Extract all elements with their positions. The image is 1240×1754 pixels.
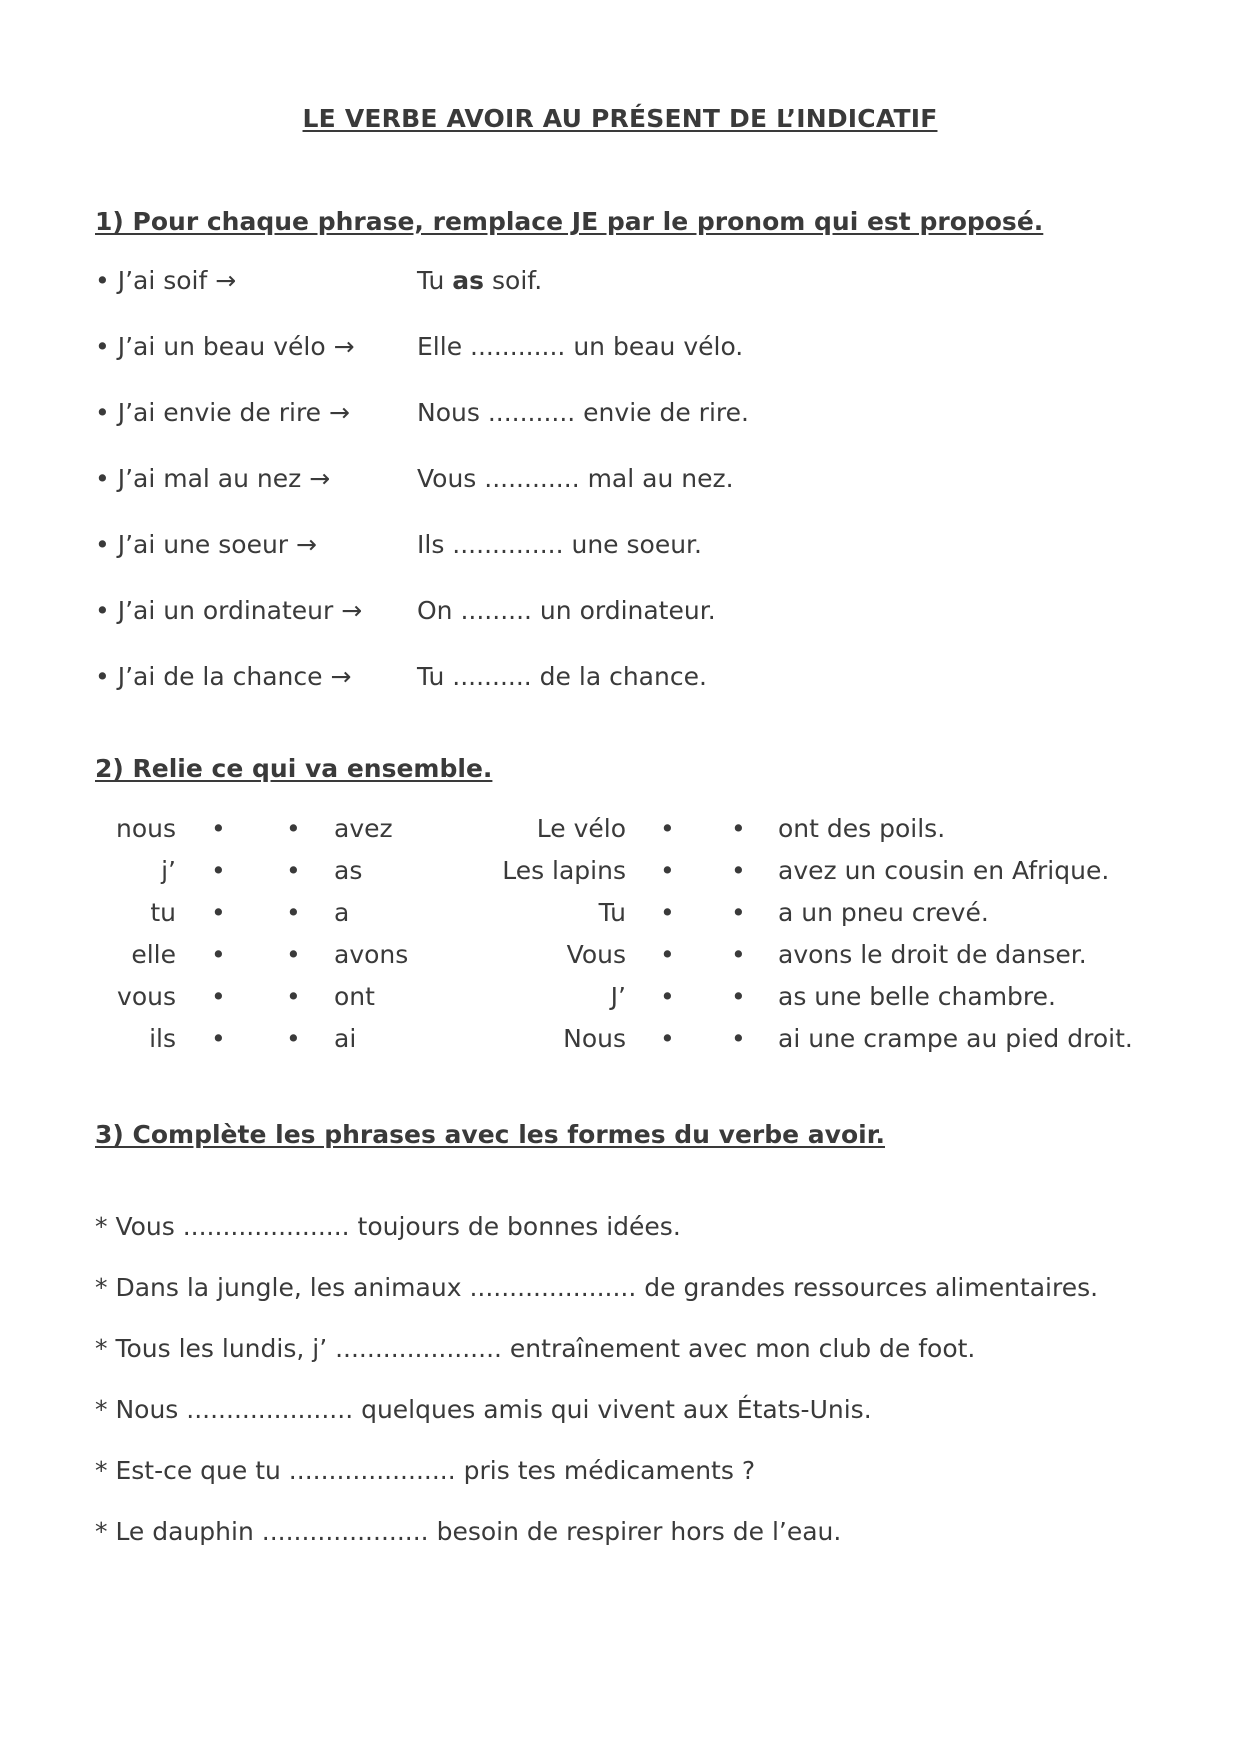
ending-item: ai une crampe au pied droit. [778, 1024, 1133, 1053]
ending-item: avez un cousin en Afrique. [778, 856, 1110, 885]
transformed-sentence: Ils .............. une soeur. [417, 530, 702, 559]
match-bullet[interactable]: • [286, 982, 301, 1011]
pronoun-item: vous [117, 982, 176, 1011]
subject-item: Les lapins [502, 856, 626, 885]
pronoun-item: nous [115, 814, 176, 843]
original-sentence: • J’ai soif → [95, 266, 237, 295]
match-bullet[interactable]: • [286, 898, 301, 927]
transformed-sentence: Nous ........... envie de rire. [417, 398, 749, 427]
ending-item: avons le droit de danser. [778, 940, 1087, 969]
match-bullet[interactable]: • [286, 940, 301, 969]
match-bullet[interactable]: • [731, 898, 746, 927]
ending-item: ont des poils. [778, 814, 946, 843]
fill-in-sentence: * Tous les lundis, j’ ..................... entraînement avec mon club de foot. [95, 1334, 976, 1363]
transformed-sentence: Vous ............ mal au nez. [417, 464, 734, 493]
pronoun-item: ils [149, 1024, 176, 1053]
match-bullet[interactable]: • [211, 940, 226, 969]
verb-form-item: as [334, 856, 363, 885]
pronoun-item: elle [131, 940, 176, 969]
example-answer: as [452, 266, 485, 295]
fill-in-sentence: * Est-ce que tu ..................... pris tes médicaments ? [95, 1456, 756, 1485]
verb-form-item: avez [334, 814, 393, 843]
subject-item: Nous [563, 1024, 626, 1053]
match-bullet[interactable]: • [731, 1024, 746, 1053]
match-bullet[interactable]: • [731, 940, 746, 969]
match-bullet[interactable]: • [660, 898, 675, 927]
fill-in-sentence: * Vous ..................... toujours de bonnes idées. [95, 1212, 681, 1241]
verb-form-item: avons [334, 940, 409, 969]
original-sentence: • J’ai une soeur → [95, 530, 317, 559]
ending-item: as une belle chambre. [778, 982, 1056, 1011]
match-bullet[interactable]: • [660, 856, 675, 885]
match-bullet[interactable]: • [211, 1024, 226, 1053]
exercise-1-heading: 1) Pour chaque phrase, remplace JE par le pronom qui est proposé. [95, 207, 1044, 236]
fill-in-sentence: * Nous ..................... quelques amis qui vivent aux États-Unis. [95, 1395, 872, 1424]
subject-item: Tu [598, 898, 626, 927]
match-bullet[interactable]: • [731, 814, 746, 843]
verb-form-item: a [334, 898, 350, 927]
match-bullet[interactable]: • [211, 898, 226, 927]
original-sentence: • J’ai envie de rire → [95, 398, 350, 427]
sentence-start: Tu [417, 266, 453, 295]
page-title: LE VERBE AVOIR AU PRÉSENT DE L’INDICATIF [302, 104, 938, 133]
subject-item: Vous [566, 940, 626, 969]
verb-form-item: ai [334, 1024, 357, 1053]
match-bullet[interactable]: • [660, 982, 675, 1011]
pronoun-item: j’ [161, 856, 176, 885]
subject-item: Le vélo [536, 814, 626, 843]
subject-item: J’ [610, 982, 626, 1011]
match-bullet[interactable]: • [731, 982, 746, 1011]
exercise-2-heading: 2) Relie ce qui va ensemble. [95, 754, 493, 783]
fill-in-sentence: * Le dauphin ..................... besoin de respirer hors de l’eau. [95, 1517, 842, 1546]
match-bullet[interactable]: • [660, 814, 675, 843]
exercise-3-heading: 3) Complète les phrases avec les formes du verbe avoir. [95, 1120, 885, 1149]
match-bullet[interactable]: • [211, 982, 226, 1011]
transformed-sentence [417, 266, 542, 295]
transformed-sentence: On ......... un ordinateur. [417, 596, 716, 625]
match-bullet[interactable]: • [286, 856, 301, 885]
match-bullet[interactable]: • [286, 814, 301, 843]
match-bullet[interactable]: • [286, 1024, 301, 1053]
transformed-sentence: Tu .......... de la chance. [417, 662, 707, 691]
match-bullet[interactable]: • [211, 856, 226, 885]
ending-item: a un pneu crevé. [778, 898, 989, 927]
match-bullet[interactable]: • [660, 1024, 675, 1053]
verb-form-item: ont [334, 982, 375, 1011]
pronoun-item: tu [150, 898, 176, 927]
fill-in-sentence: * Dans la jungle, les animaux ..................... de grandes ressources alimentaires. [95, 1273, 1099, 1302]
original-sentence: • J’ai de la chance → [95, 662, 352, 691]
transformed-sentence: Elle ............ un beau vélo. [417, 332, 744, 361]
match-bullet[interactable]: • [731, 856, 746, 885]
original-sentence: • J’ai mal au nez → [95, 464, 331, 493]
original-sentence: • J’ai un ordinateur → [95, 596, 363, 625]
sentence-end: soif. [484, 266, 543, 295]
match-bullet[interactable]: • [211, 814, 226, 843]
match-bullet[interactable]: • [660, 940, 675, 969]
original-sentence: • J’ai un beau vélo → [95, 332, 355, 361]
